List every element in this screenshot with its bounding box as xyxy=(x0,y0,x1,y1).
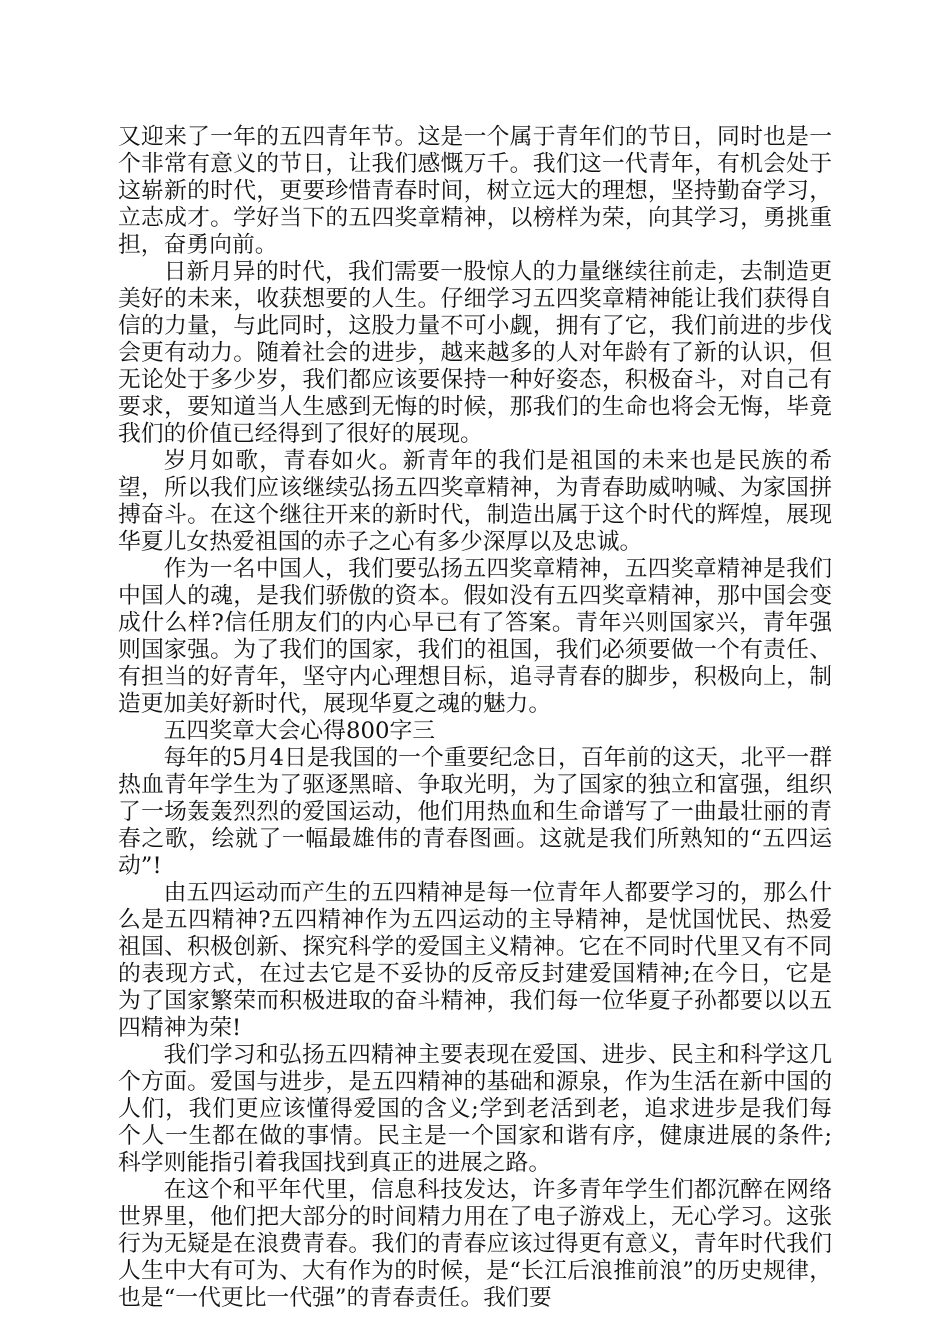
paragraph-1: 又迎来了一年的五四青年节。这是一个属于青年们的节日，同时也是一个非常有意义的节日，让我们感慨万千。我们这一代青年，有机会处于这崭新的时代，更要珍惜青春时间，树立远大的理想，坚持勤奋学习，立志成才。学好当下的五四奖章精神，以榜样为荣，向其学习，勇挑重担，奋勇向前。 xyxy=(118,124,832,258)
paragraph-8: 在这个和平年代里，信息科技发达，许多青年学生们都沉醉在网络世界里，他们把大部分的时间精力用在了电子游戏上，无心学习。这张行为无疑是在浪费青春。我们的青春应该过得更有意义，青年时代我们人生中大有可为、大有作为的时候，是“长江后浪推前浪”的历史规律，也是“一代更比一代强”的青春责任。我们要 xyxy=(118,1177,832,1311)
paragraph-2: 日新月异的时代，我们需要一股惊人的力量继续往前走，去制造更美好的未来，收获想要的人生。仔细学习五四奖章精神能让我们获得自信的力量，与此同时，这股力量不可小觑，拥有了它，我们前进的步伐会更有动力。随着社会的进步，越来越多的人对年龄有了新的认识，但无论处于多少岁，我们都应该要保持一种好姿态，积极奋斗，对自己有要求，要知道当人生感到无悔的时候，那我们的生命也将会无悔，毕竟我们的价值已经得到了很好的展现。 xyxy=(118,259,832,447)
paragraph-3: 岁月如歌，青春如火。新青年的我们是祖国的未来也是民族的希望，所以我们应该继续弘扬五四奖章精神，为青春助威呐喊、为家国拼搏奋斗。在这个继往开来的新时代，制造出属于这个时代的辉煌，展现华夏儿女热爱祖国的赤子之心有多少深厚以及忠诚。 xyxy=(118,448,832,555)
paragraph-6: 由五四运动而产生的五四精神是每一位青年人都要学习的，那么什么是五四精神?五四精神作为五四运动的主导精神，是忧国忧民、热爱祖国、积极创新、探究科学的爱国主义精神。它在不同时代里又有不同的表现方式，在过去它是不妥协的反帝反封建爱国精神;在今日，它是为了国家繁荣而积极进取的奋斗精神，我们每一位华夏子孙都要以以五四精神为荣! xyxy=(118,880,832,1041)
paragraph-4: 作为一名中国人，我们要弘扬五四奖章精神，五四奖章精神是我们中国人的魂，是我们骄傲的资本。假如没有五四奖章精神，那中国会变成什么样?信任朋友们的内心早已有了答案。青年兴则国家兴，青年强则国家强。为了我们的国家，我们的祖国，我们必须要做一个有责任、有担当的好青年，坚守内心理想目标，追寻青春的脚步，积极向上，制造更加美好新时代，展现华夏之魂的魅力。 xyxy=(118,556,832,717)
document-body xyxy=(118,124,832,1312)
paragraph-7: 我们学习和弘扬五四精神主要表现在爱国、进步、民主和科学这几个方面。爱国与进步，是五四精神的基础和源泉，作为生活在新中国的人们，我们更应该懂得爱国的含义;学到老活到老，追求进步是我们每个人一生都在做的事情。民主是一个国家和谐有序，健康进展的条件;科学则能指引着我国找到真正的进展之路。 xyxy=(118,1042,832,1176)
section-heading: 五四奖章大会心得800字三 xyxy=(163,718,436,744)
paragraph-5: 每年的5月4日是我国的一个重要纪念日，百年前的这天，北平一群热血青年学生为了驱逐黑暗、争取光明，为了国家的独立和富强，组织了一场轰轰烈烈的爱国运动，他们用热血和生命谱写了一曲最壮丽的青春之歌，绘就了一幅最雄伟的青春图画。这就是我们所熟知的“五四运动”! xyxy=(118,745,832,879)
